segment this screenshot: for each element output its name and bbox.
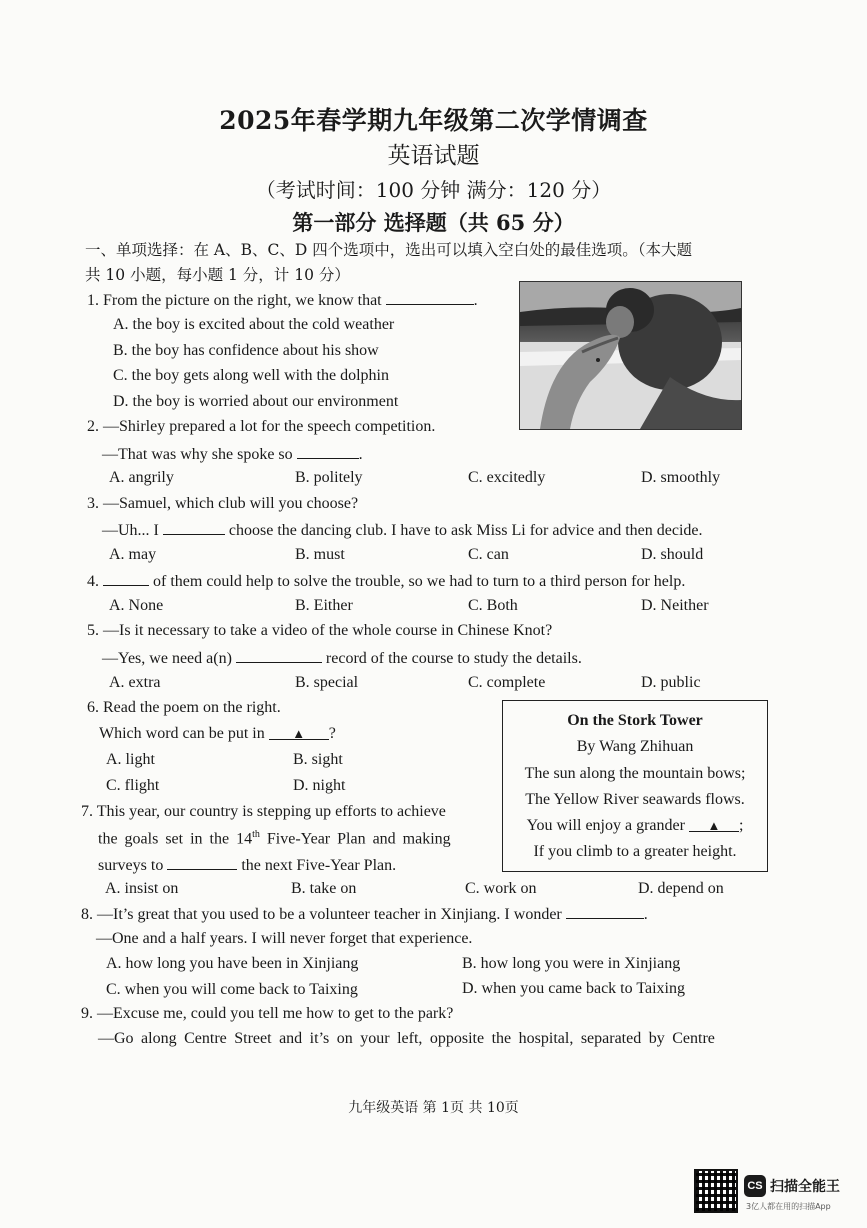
exam-subtitle: 英语试题 — [387, 143, 480, 169]
poem-line-3-end: ; — [738, 817, 744, 834]
q1-stem-text: 1. From the picture on the right, we know that — [87, 292, 382, 309]
q7-line-2a: the goals set in the 14 — [98, 830, 253, 848]
part-heading: 第一部分 选择题（共 65 分） — [292, 210, 575, 235]
q3-stem-1: 3. —Samuel, which club will you choose? — [87, 495, 359, 512]
q7-blank — [167, 855, 237, 870]
q5-option-d: D. public — [641, 674, 701, 691]
q4-stem-text: of them could help to solve the trouble, so we had to turn to a third person for help. — [153, 573, 686, 590]
q2-stem-2-text: —That was why she spoke so — [102, 446, 293, 463]
q6-blank — [269, 725, 329, 740]
q1-option-d: D. the boy is worried about our environment — [113, 393, 399, 410]
q5-stem-2 — [102, 648, 582, 668]
poem-line-1: The sun along the mountain bows; — [524, 765, 746, 782]
q8-blank — [566, 904, 644, 919]
q8-stem-1-text: 8. —It’s great that you used to be a volunteer teacher in Xinjiang. I wonder — [81, 906, 562, 923]
q9-stem-1: 9. —Excuse me, could you tell me how to get to the park? — [81, 1005, 454, 1022]
photo-illustration — [520, 282, 741, 429]
q3-stem-2b: choose the dancing club. I have to ask Miss Li for advice and then decide. — [228, 522, 703, 539]
triangle-marker: ▲ — [707, 818, 721, 833]
section-instruction-line1: 一、单项选择：在 A、B、C、D 四个选项中，选出可以填入空白处的最佳选项。（本大题 — [85, 241, 692, 259]
q7-option-c: C. work on — [465, 880, 537, 897]
q1-option-a: A. the boy is excited about the cold weather — [113, 316, 395, 333]
q7-option-b: B. take on — [291, 880, 357, 897]
q6-stem-2-text: Which word can be put in — [99, 725, 265, 742]
q6-option-d: D. night — [293, 777, 346, 794]
q3-option-c: C. can — [468, 546, 509, 563]
q4-option-b: B. Either — [295, 597, 353, 614]
q2-option-b: B. politely — [295, 469, 363, 486]
q2-option-c: C. excitedly — [468, 469, 546, 486]
q1-stem: 1. From the picture on the right, we know that . — [87, 292, 478, 309]
exam-title: 2025年春学期九年级第二次学情调查 — [219, 106, 648, 135]
q7-option-d: D. depend on — [638, 880, 724, 897]
poem-author: By Wang Zhihuan — [576, 738, 694, 755]
q8-option-c: C. when you will come back to Taixing — [106, 981, 358, 998]
poem-box — [502, 700, 768, 872]
poem-line-3-text: You will enjoy a grander — [526, 817, 685, 834]
q1-option-c: C. the boy gets along well with the dolphin — [113, 367, 389, 384]
q7-line-3 — [98, 855, 396, 875]
q3-stem-2a: —Uh... I — [102, 522, 159, 539]
q8-stem-2: —One and a half years. I will never forget that experience. — [96, 930, 473, 947]
section-instruction-line2: 共 10 小题，每小题 1 分，计 10 分） — [85, 266, 350, 284]
q7-option-a: A. insist on — [105, 880, 179, 897]
q4-stem — [87, 571, 685, 591]
q3-option-d: D. should — [641, 546, 704, 563]
q3-stem-2 — [102, 520, 703, 540]
scanner-brand: 扫描全能王 — [770, 1179, 840, 1195]
q4-option-c: C. Both — [468, 597, 518, 614]
q2-option-a: A. angrily — [109, 469, 174, 486]
q1-blank — [386, 290, 474, 305]
q8-stem-1: 8. —It’s great that you used to be a volunteer teacher in Xinjiang. I wonder . — [81, 906, 648, 923]
camscanner-logo-icon: CS — [744, 1175, 766, 1197]
q2-stem-1: 2. —Shirley prepared a lot for the speech competition. — [87, 418, 436, 435]
q6-stem-2 — [99, 725, 336, 743]
exam-info: （考试时间：100 分钟 满分：120 分） — [255, 178, 612, 202]
q4-option-a: A. None — [109, 597, 164, 614]
scanner-tagline: 3亿人都在用的扫描App — [746, 1202, 831, 1211]
q9-stem-2: —Go along Centre Street and it’s on your left, opposite the hospital, separated by Centre — [98, 1030, 715, 1047]
q5-option-b: B. special — [295, 674, 359, 691]
dolphin-boy-photo — [519, 281, 742, 430]
q8-option-d: D. when you came back to Taixing — [462, 980, 685, 997]
q7-line-2b: Five-Year Plan and making — [259, 830, 451, 848]
q7-line-3b: the next Five-Year Plan. — [241, 857, 397, 874]
q2-blank — [297, 444, 359, 459]
q8-option-a: A. how long you have been in Xinjiang — [106, 955, 359, 972]
poem-line-4: If you climb to a greater height. — [533, 843, 737, 860]
poem-title: On the Stork Tower — [567, 712, 703, 729]
qr-code-icon — [694, 1169, 738, 1213]
q6-stem-1: 6. Read the poem on the right. — [87, 699, 281, 716]
q5-option-a: A. extra — [109, 674, 161, 691]
q4-num: 4. — [87, 573, 99, 590]
poem-line-3 — [503, 817, 767, 835]
q3-option-b: B. must — [295, 546, 345, 563]
q7-line-1: 7. This year, our country is stepping up efforts to achieve — [81, 803, 446, 820]
q5-stem-2b: record of the course to study the details. — [325, 650, 582, 667]
q3-option-a: A. may — [109, 546, 157, 563]
q6-qmark: ? — [328, 725, 336, 742]
poem-line-2: The Yellow River seawards flows. — [525, 791, 745, 808]
triangle-marker: ▲ — [292, 726, 306, 741]
q6-option-a: A. light — [106, 751, 155, 768]
q5-stem-2a: —Yes, we need a(n) — [102, 650, 232, 667]
q6-option-b: B. sight — [293, 751, 343, 768]
q4-option-d: D. Neither — [641, 597, 709, 614]
q8-option-b: B. how long you were in Xinjiang — [462, 955, 681, 972]
q7-line-3a: surveys to — [98, 857, 164, 874]
q5-option-c: C. complete — [468, 674, 546, 691]
q2-option-d: D. smoothly — [641, 469, 721, 486]
q3-blank — [163, 520, 225, 535]
q7-line-2 — [98, 829, 451, 848]
q6-option-c: C. flight — [106, 777, 160, 794]
q1-option-b: B. the boy has confidence about his show — [113, 342, 379, 359]
q5-stem-1: 5. —Is it necessary to take a video of the whole course in Chinese Knot? — [87, 622, 553, 639]
q2-stem-2: —That was why she spoke so . — [102, 446, 363, 463]
q5-blank — [236, 648, 322, 663]
q4-blank — [103, 571, 149, 586]
q7-sup: th — [252, 829, 260, 840]
page-footer: 九年级英语 第 1页 共 10页 — [348, 1100, 519, 1116]
poem-blank — [689, 817, 739, 832]
